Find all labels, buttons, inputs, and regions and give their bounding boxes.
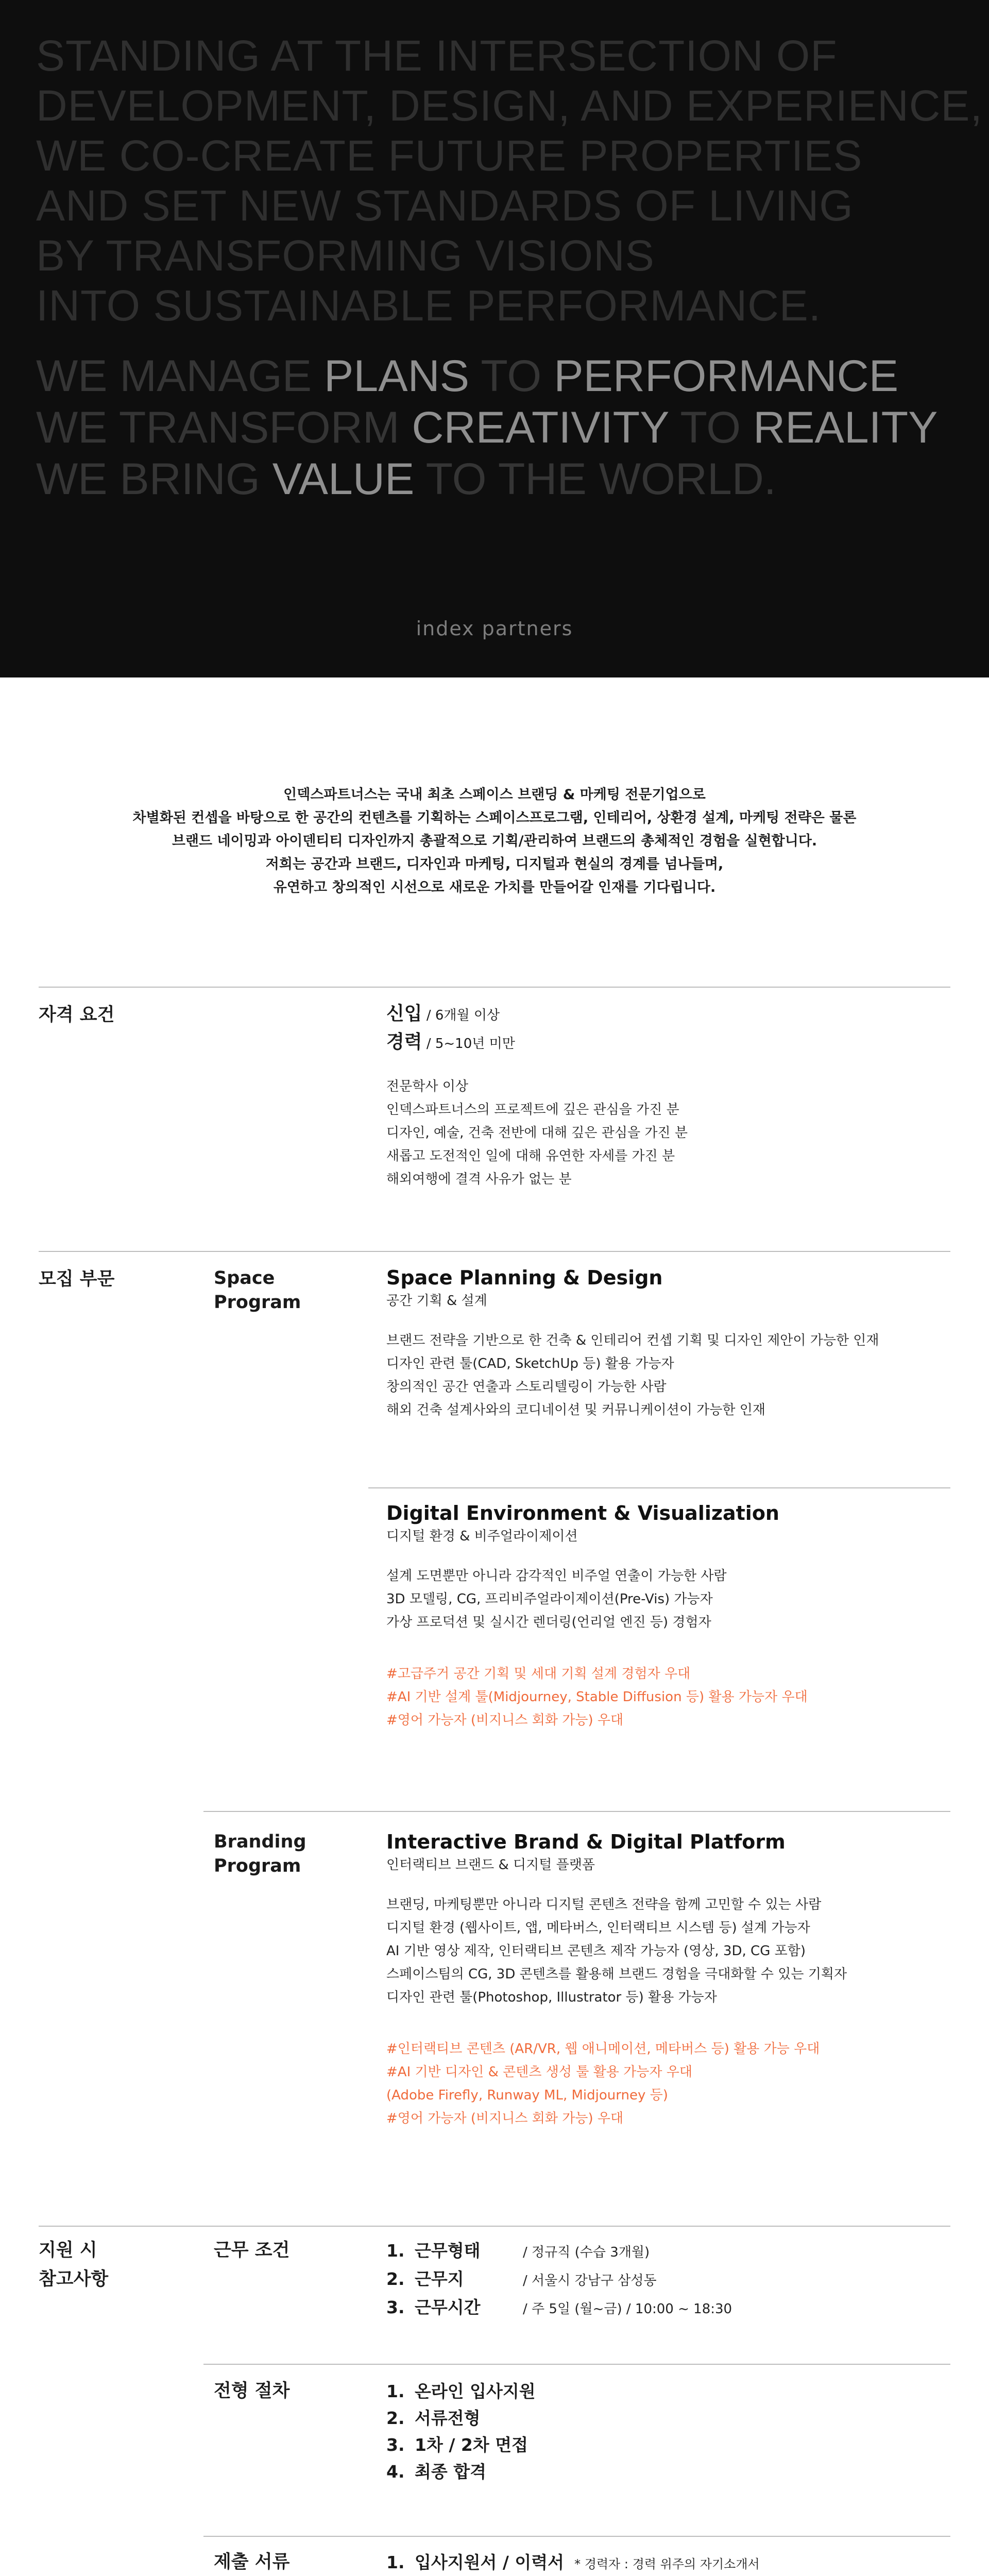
row-value: / 주 5일 (월~금) / 10:00 ~ 18:30 <box>523 2301 732 2317</box>
position-subtitle: 디지털 환경 & 비주얼라이제이션 <box>386 1529 578 1544</box>
mission-highlight: REALITY <box>753 403 938 452</box>
preferred-item: #영어 가능자 (비지니스 회화 가능) 우대 <box>386 1713 624 1728</box>
section-label-qualification: 자격 요건 <box>39 1005 115 1025</box>
intro-line: 인덱스파트너스는 국내 최초 스페이스 브랜딩 & 마케팅 전문기업으로 <box>283 787 706 803</box>
duty-item: 3D 모델링, CG, 프리비주얼라이제이션(Pre-Vis) 가능자 <box>386 1591 713 1607</box>
requirement-item: 전문학사 이상 <box>386 1079 468 1094</box>
level-title: 신입 <box>386 1003 422 1024</box>
preferred-item: #AI 기반 설계 툴(Midjourney, Stable Diffusion 등) 활용 가능자 우대 <box>386 1689 808 1705</box>
mission-text: TO THE WORLD. <box>414 454 776 504</box>
row-value: / 정규직 (수습 3개월) <box>523 2245 650 2260</box>
requirement-item: 디자인, 예술, 건축 전반에 대해 깊은 관심을 가진 분 <box>386 1125 688 1141</box>
mission-line-plans <box>36 350 963 402</box>
duty-item: 브랜드 전략을 기반으로 한 건축 & 인테리어 컨셉 기획 및 디자인 제안이 가능한 인재 <box>386 1333 879 1348</box>
duty-item: 해외 건축 설계사와의 코디네이션 및 커뮤니케이션이 가능한 인재 <box>386 1402 765 1418</box>
sub-label-branding-program: Branding Program <box>214 1832 306 1876</box>
condition-row <box>386 2266 953 2294</box>
document-row <box>386 2549 953 2576</box>
row-number: 1. <box>386 2552 405 2572</box>
process-step <box>386 2378 953 2405</box>
row-number: 2. <box>386 2269 405 2289</box>
level-detail: / 5~10년 미만 <box>422 1036 515 1052</box>
row-label: 온라인 입사지원 <box>415 2381 536 2401</box>
divider <box>203 2364 950 2365</box>
mission-text: WE BRING <box>36 454 272 504</box>
row-label: 1차 / 2차 면접 <box>415 2435 528 2455</box>
hero-banner <box>0 0 989 677</box>
position-subtitle: 공간 기획 & 설계 <box>386 1293 487 1309</box>
row-number: 2. <box>386 2408 405 2428</box>
hero-line: STANDING AT THE INTERSECTION OF <box>36 31 838 80</box>
hero-line: INTO SUSTAINABLE PERFORMANCE. <box>36 281 822 330</box>
row-label: 근무형태 <box>415 2241 481 2261</box>
condition-row <box>386 2238 953 2266</box>
mission-text: WE TRANSFORM <box>36 403 412 452</box>
divider <box>39 1251 950 1252</box>
divider <box>203 2536 950 2537</box>
divider <box>368 1487 950 1488</box>
divider <box>203 1811 950 1812</box>
sub-label-process: 전형 절차 <box>214 2381 290 2401</box>
position-subtitle: 인터랙티브 브랜드 & 디지털 플랫폼 <box>386 1857 595 1873</box>
hero-mission <box>36 350 963 505</box>
duty-item: AI 기반 영상 제작, 인터랙티브 콘텐츠 제작 가능자 (영상, 3D, CG 포함) <box>386 1943 806 1959</box>
duty-item: 설계 도면뿐만 아니라 감각적인 비주얼 연출이 가능한 사람 <box>386 1568 727 1584</box>
level-entry <box>386 1001 953 1029</box>
duty-item: 디자인 관련 툴(Photoshop, Illustrator 등) 활용 가능자 <box>386 1990 717 2005</box>
row-number: 4. <box>386 2462 405 2482</box>
hero-logo: index partners <box>416 617 573 640</box>
duty-item: 스페이스팀의 CG, 3D 콘텐츠를 활용해 브랜드 경험을 극대화할 수 있는 기획자 <box>386 1967 847 1982</box>
row-label: 입사지원서 / 이력서 <box>415 2552 565 2572</box>
divider <box>39 987 950 988</box>
process-step <box>386 2432 953 2459</box>
duty-item: 창의적인 공간 연출과 스토리텔링이 가능한 사람 <box>386 1379 667 1395</box>
duty-item: 디자인 관련 툴(CAD, SketchUp 등) 활용 가능자 <box>386 1356 674 1371</box>
position-title: Interactive Brand & Digital Platform <box>386 1831 786 1853</box>
preferred-item: #고급주거 공간 기획 및 세대 기획 설계 경험자 우대 <box>386 1666 691 1682</box>
process-block <box>386 2378 953 2485</box>
hero-statement <box>36 31 983 331</box>
hero-line: DEVELOPMENT, DESIGN, AND EXPERIENCE, <box>36 81 983 130</box>
row-value: / 서울시 강남구 삼성동 <box>523 2273 657 2289</box>
label-line: 지원 시 <box>39 2240 97 2261</box>
duty-item: 디지털 환경 (웹사이트, 앱, 메타버스, 인터랙티브 시스템 등) 설계 가능자 <box>386 1920 810 1936</box>
intro-line: 차별화된 컨셉을 바탕으로 한 공간의 컨텐츠를 기획하는 스페이스프로그램, 인테리어, 상환경 설계, 마케팅 전략은 물론 <box>132 810 857 826</box>
condition-row <box>386 2294 953 2323</box>
documents-block <box>386 2549 953 2576</box>
branding-block <box>386 1829 953 2130</box>
row-label: 근무시간 <box>415 2297 481 2317</box>
level-detail: / 6개월 이상 <box>422 1008 500 1023</box>
mission-highlight: PERFORMANCE <box>554 351 899 401</box>
mission-text: WE MANAGE <box>36 351 325 401</box>
position-title: Digital Environment & Visualization <box>386 1502 779 1524</box>
hero-line: AND SET NEW STANDARDS OF LIVING <box>36 181 854 230</box>
section-label-apply <box>39 2236 108 2294</box>
row-number: 1. <box>386 2241 405 2261</box>
level-title: 경력 <box>386 1031 422 1053</box>
conditions-block <box>386 2238 953 2323</box>
sub-label-space-program: Space Program <box>214 1268 301 1313</box>
mission-highlight: PLANS <box>324 351 470 401</box>
hero-line: WE CO-CREATE FUTURE PROPERTIES <box>36 131 863 180</box>
row-note: * 경력자 : 경력 위주의 자기소개서 <box>574 2557 760 2571</box>
mission-text: TO <box>668 403 754 452</box>
process-step <box>386 2459 953 2485</box>
level-experienced <box>386 1029 953 1057</box>
digital-environment-block <box>386 1500 953 1732</box>
space-planning-block <box>386 1265 953 1422</box>
row-label: 서류전형 <box>415 2408 481 2428</box>
mission-line-value <box>36 453 963 505</box>
mission-highlight: CREATIVITY <box>412 403 669 452</box>
row-label: 최종 합격 <box>415 2462 487 2482</box>
row-number: 1. <box>386 2381 405 2401</box>
intro-line: 브랜드 네이밍과 아이덴티티 디자인까지 총괄적으로 기획/관리하여 브랜드의 총체적인 경험을 실현합니다. <box>172 833 817 849</box>
requirement-item: 해외여행에 결격 사유가 없는 분 <box>386 1172 572 1187</box>
company-intro <box>0 783 989 899</box>
intro-line: 저희는 공간과 브랜드, 디자인과 마케팅, 디지털과 현실의 경계를 넘나들며, <box>265 856 724 872</box>
sub-label-documents: 제출 서류 <box>214 2552 290 2572</box>
requirement-item: 새롭고 도전적인 일에 대해 유연한 자세를 가진 분 <box>386 1148 675 1164</box>
mission-text: TO <box>469 351 554 401</box>
sub-label-conditions: 근무 조건 <box>214 2240 290 2261</box>
row-number: 3. <box>386 2297 405 2317</box>
preferred-item: #영어 가능자 (비지니스 회화 가능) 우대 <box>386 2111 624 2126</box>
intro-line: 유연하고 창의적인 시선으로 새로운 가치를 만들어갈 인재를 기다립니다. <box>273 879 716 895</box>
mission-highlight: VALUE <box>272 454 415 504</box>
qualification-block <box>386 1001 953 1191</box>
preferred-item: #인터랙티브 콘텐츠 (AR/VR, 웹 애니메이션, 메타버스 등) 활용 가능 우대 <box>386 2041 820 2057</box>
hero-line: BY TRANSFORMING VISIONS <box>36 231 655 280</box>
divider <box>39 2226 950 2227</box>
mission-line-creativity <box>36 402 963 453</box>
process-step <box>386 2405 953 2432</box>
duty-item: 브랜딩, 마케팅뿐만 아니라 디지털 콘텐츠 전략을 함께 고민할 수 있는 사람 <box>386 1897 822 1912</box>
position-title: Space Planning & Design <box>386 1266 663 1289</box>
section-label-recruit: 모집 부문 <box>39 1269 115 1290</box>
duty-item: 가상 프로덕션 및 실시간 렌더링(언리얼 엔진 등) 경험자 <box>386 1615 711 1630</box>
preferred-item: (Adobe Firefly, Runway ML, Midjourney 등) <box>386 2088 668 2103</box>
label-line: 참고사항 <box>39 2269 109 2290</box>
row-label: 근무지 <box>415 2269 464 2289</box>
row-number: 3. <box>386 2435 405 2455</box>
requirement-item: 인덱스파트너스의 프로젝트에 깊은 관심을 가진 분 <box>386 1102 679 1117</box>
preferred-item: #AI 기반 디자인 & 콘텐츠 생성 툴 활용 가능자 우대 <box>386 2064 692 2080</box>
